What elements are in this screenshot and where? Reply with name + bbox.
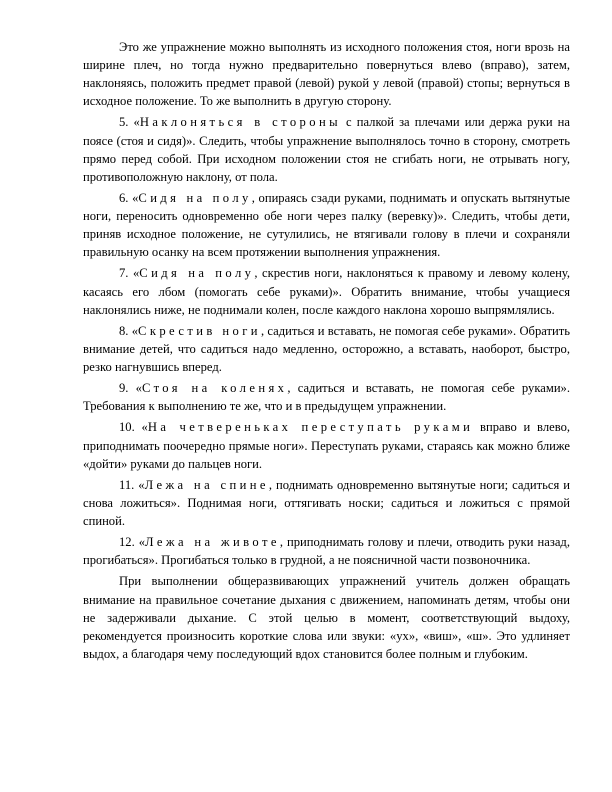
exercise-text: , садиться и вставать, не помогая себе руками». Требования к выполнению те же, что и в предыдущем упражнении. bbox=[83, 381, 571, 414]
exercise-number: 8. « bbox=[119, 323, 139, 338]
exercise-text: , приподнимать голову и плечи, отводить руки назад, прогибаться». Прогибаться только в грудной, а не поясничной части позвоночника. bbox=[83, 535, 570, 568]
paragraph-exercise-7 bbox=[83, 264, 570, 318]
paragraph-exercise-12 bbox=[83, 533, 570, 569]
exercise-text: , поднимать одновременно вытянутые ноги; садиться и снова ложиться». Поднимая ноги, оттягивать носки; садиться и ложиться с прямой спиной. bbox=[83, 477, 570, 528]
paragraph-exercise-5 bbox=[83, 113, 570, 185]
exercise-spaced-title: Сидя на полу bbox=[138, 190, 252, 205]
exercise-text: , садиться и вставать, не помогая себе руками». Обратить внимание детей, что садиться надо медленно, осторожно, а вставать, наоборот, быстро, резко нагнувшись вперед. bbox=[83, 323, 571, 374]
paragraph-exercise-6 bbox=[83, 189, 570, 261]
paragraph-exercise-8 bbox=[83, 322, 570, 376]
exercise-spaced-title: Лежа на животе bbox=[145, 535, 280, 550]
exercise-number: 11. « bbox=[119, 477, 145, 492]
exercise-number: 10. « bbox=[119, 420, 148, 435]
exercise-spaced-title: Стоя на коленях bbox=[141, 381, 288, 396]
paragraph-exercise-11 bbox=[83, 476, 570, 530]
exercise-number: 5. « bbox=[119, 115, 140, 130]
paragraph-conclusion bbox=[83, 572, 570, 662]
exercise-spaced-title: На четвереньках переступать руками bbox=[147, 420, 474, 435]
exercise-number: 6. « bbox=[119, 190, 139, 205]
paragraph-exercise-9 bbox=[83, 379, 570, 415]
exercise-spaced-title: Наклоняться в стороны bbox=[139, 115, 341, 130]
exercise-spaced-title: Лежа на спине bbox=[144, 477, 269, 492]
paragraph-text: При выполнении общеразвивающих упражнений учитель должен обращать внимание на правильное сочетание дыхания с движением, напоминать детям, чтобы они не задерживали дыхание. С этой целью в момент, соответствующий выдоху, рекомендуется произносить короткие слова или звуки: «ух», «виш», «ш». Это удлиняет выдох, а благодаря чему последующий вдох становится более полным и глубоким. bbox=[83, 574, 570, 661]
paragraph-intro bbox=[83, 38, 570, 110]
exercise-text: , опираясь сзади руками, поднимать и опускать вытянутые ноги, переносить одновременно обе ноги через палку (веревку)». Следить, чтобы дети, приняв исходное положение, не сутулились, не втягивали голову в плечи и сохраняли правильную осанку на всем протяжении выполнения упражнения. bbox=[83, 190, 570, 260]
paragraph-exercise-10 bbox=[83, 418, 570, 472]
document-page bbox=[83, 38, 570, 666]
exercise-number: 9. « bbox=[119, 381, 142, 396]
paragraph-text: Это же упражнение можно выполнять из исходного положения стоя, ноги врозь на ширине плеч, но тогда нужно предварительно повернуться влево (вправо), затем, наклоняясь, положить предмет правой (левой) рукой у левой (правой) стопы; вернуться в исходное положение. То же выполнить в другую сторону. bbox=[83, 40, 570, 109]
exercise-spaced-title: Сидя на полу bbox=[139, 266, 255, 281]
exercise-text: , скрестив ноги, наклоняться к правому и левому колену, касаясь его лбом (помогать себе руками)». Обратить внимание, чтобы учащиеся наклонялись ниже, не поднимали колен, после каждого наклона хорошо выпрямлялись. bbox=[83, 266, 570, 317]
exercise-spaced-title: Скрестив ноги bbox=[138, 323, 261, 338]
exercise-text: вправо и влево, приподнимать поочередно прямые ноги». Переступать руками, стараясь как можно ближе «дойти» руками до пальцев ноги. bbox=[83, 420, 571, 471]
exercise-text: с палкой за плечами или держа руки на поясе (стоя и сидя)». Следить, чтобы упражнение выполнялось точно в сторону, смотреть прямо перед собой. При исходном положении стоя не сгибать ноги, не отрывать ногу, противоположную наклону, от пола. bbox=[83, 115, 570, 184]
exercise-number: 12. « bbox=[119, 535, 146, 550]
exercise-number: 7. « bbox=[119, 266, 140, 281]
